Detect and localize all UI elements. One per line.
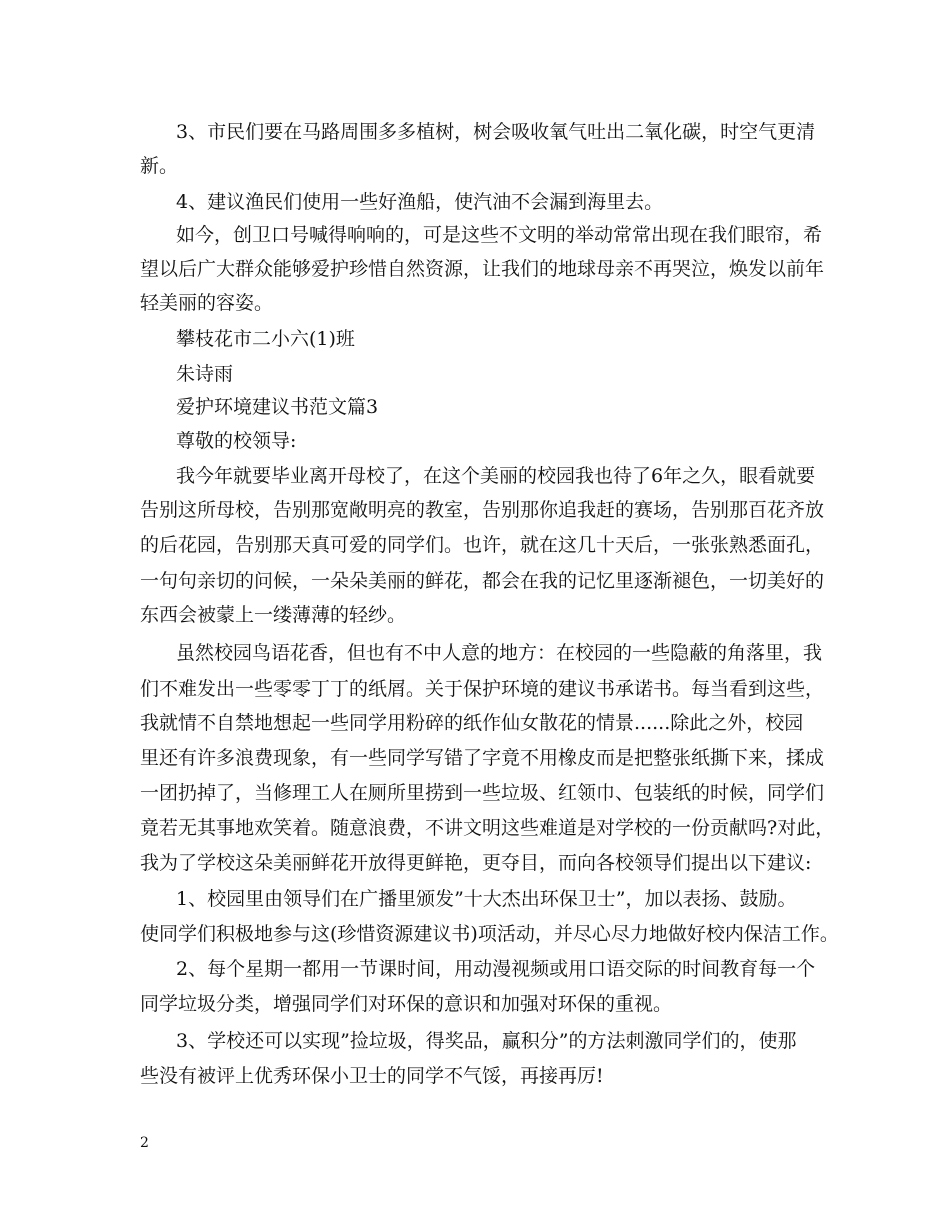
text-line: 1、校园里由领导们在广播里颁发”十大杰出环保卫士”，加以表扬、鼓励。 [176,888,797,910]
text-line: 们不难发出一些零零丁丁的纸屑。关于保护环境的建议书承诺书。每当看到这些， [140,678,825,700]
text-line: 一句句亲切的问候，一朵朵美丽的鲜花，都会在我的记忆里逐渐褪色，一切美好的 [140,570,825,592]
class-name: 攀枝花市二小六(1)班 [176,328,355,350]
text-line: 里还有许多浪费现象，有一些同学写错了字竟不用橡皮而是把整张纸撕下来，揉成 [140,747,825,769]
text-line: 我就情不自禁地想起一些同学用粉碎的纸作仙女散花的情景......除此之外，校园 [140,712,804,734]
text-line: 3、学校还可以实现”捡垃圾，得奖品，赢积分”的方法刺激同学们的，使那 [176,1030,797,1052]
text-line: 虽然校园鸟语花香，但也有不中人意的地方：在校园的一些隐蔽的角落里，我 [176,642,823,664]
text-line: 2、每个星期一都用一节课时间，用动漫视频或用口语交际的时间教育每一个 [176,958,816,980]
text-line: 竟若无其事地欢笑着。随意浪费，不讲文明这些难道是对学校的一份贡献吗?对此， [140,817,835,839]
text-line: 新。 [140,155,179,177]
salutation: 尊敬的校领导: [176,430,297,452]
text-line: 些没有被评上优秀环保小卫士的同学不气馁，再接再厉! [140,1065,604,1087]
text-line: 同学垃圾分类，增强同学们对环保的意识和加强对环保的重视。 [140,993,673,1015]
text-line: 4、建议渔民们使用一些好渔船，使汽油不会漏到海里去。 [176,191,664,213]
text-line: 望以后广大群众能够爱护珍惜自然资源，让我们的地球母亲不再哭泣，焕发以前年 [140,258,825,280]
text-line: 的后花园，告别那天真可爱的同学们。也许，就在这几十天后，一张张熟悉面孔， [140,534,825,556]
text-line: 如今，创卫口号喊得响响的，可是这些不文明的举动常常出现在我们眼帘，希 [176,224,823,246]
text-line: 我为了学校这朵美丽鲜花开放得更鲜艳，更夺目，而向各校领导们提出以下建议: [140,852,812,874]
text-line: 告别这所母校，告别那宽敞明亮的教室，告别那你追我赶的赛场，告别那百花齐放 [140,499,825,521]
page-number: 2 [140,1135,149,1151]
author-name: 朱诗雨 [176,363,234,385]
section-title: 爱护环境建议书范文篇3 [176,396,379,418]
text-line: 一团扔掉了，当修理工人在厕所里捞到一些垃圾、红领巾、包装纸的时候，同学们 [140,782,825,804]
text-line: 轻美丽的容姿。 [140,292,274,314]
text-line: 3、市民们要在马路周围多多植树，树会吸收氧气吐出二氧化碳，时空气更清 [176,121,816,143]
text-line: 东西会被蒙上一缕薄薄的轻纱。 [140,604,407,626]
text-line: 我今年就要毕业离开母校了，在这个美丽的校园我也待了6年之久，眼看就要 [176,465,816,487]
text-line: 使同学们积极地参与这(珍惜资源建议书)项活动，并尽心尽力地做好校内保洁工作。 [140,923,839,945]
